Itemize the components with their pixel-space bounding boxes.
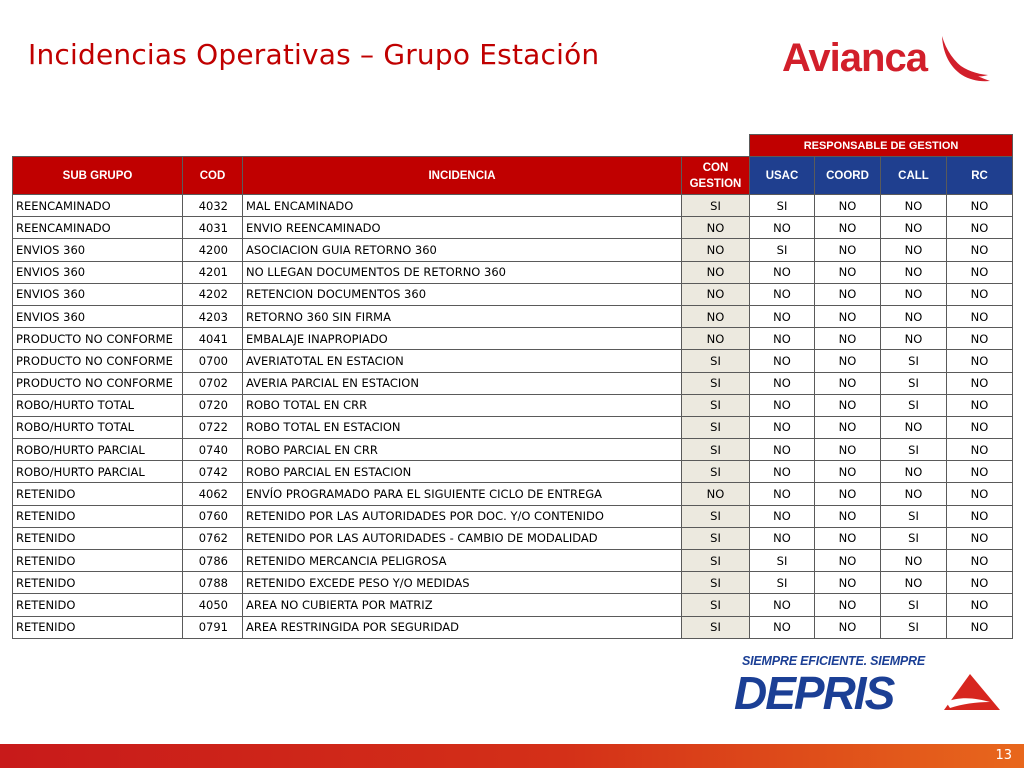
cell-usac: SI — [750, 572, 815, 594]
cell-rc: NO — [947, 239, 1013, 261]
cell-call: NO — [881, 283, 947, 305]
col-header-cod: COD — [183, 157, 243, 195]
cell-rc: NO — [947, 483, 1013, 505]
slide-title: Incidencias Operativas – Grupo Estación — [28, 38, 600, 71]
cell-cod: 0788 — [183, 572, 243, 594]
cell-call: NO — [881, 217, 947, 239]
cell-coord: NO — [815, 328, 881, 350]
cell-coord: NO — [815, 372, 881, 394]
table-row — [13, 394, 1013, 416]
cell-con-gestion: SI — [682, 350, 750, 372]
cell-call: NO — [881, 550, 947, 572]
cell-cod: 0700 — [183, 350, 243, 372]
depris-tagline: SIEMPRE EFICIENTE. SIEMPRE — [742, 654, 926, 668]
cell-sub-grupo: ENVIOS 360 — [13, 261, 183, 283]
col-header-con-gestion — [682, 157, 750, 195]
cell-cod: 0720 — [183, 394, 243, 416]
cell-con-gestion: SI — [682, 505, 750, 527]
cell-sub-grupo: RETENIDO — [13, 483, 183, 505]
cell-con-gestion: SI — [682, 527, 750, 549]
cell-call: SI — [881, 616, 947, 638]
cell-rc: NO — [947, 350, 1013, 372]
table-row — [13, 550, 1013, 572]
table-row — [13, 195, 1013, 217]
cell-usac: NO — [750, 328, 815, 350]
cell-con-gestion: NO — [682, 239, 750, 261]
cell-incidencia: ASOCIACION GUIA RETORNO 360 — [243, 239, 682, 261]
cell-rc: NO — [947, 217, 1013, 239]
cell-usac: NO — [750, 505, 815, 527]
cell-incidencia: ENVÍO PROGRAMADO PARA EL SIGUIENTE CICLO DE ENTREGA — [243, 483, 682, 505]
table-row — [13, 239, 1013, 261]
cell-usac: NO — [750, 461, 815, 483]
cell-rc: NO — [947, 416, 1013, 438]
cell-call: SI — [881, 350, 947, 372]
cell-cod: 4031 — [183, 217, 243, 239]
cell-cod: 4041 — [183, 328, 243, 350]
col-header-incidencia: INCIDENCIA — [243, 157, 682, 195]
cell-cod: 4032 — [183, 195, 243, 217]
cell-sub-grupo: ENVIOS 360 — [13, 305, 183, 327]
cell-cod: 0742 — [183, 461, 243, 483]
table-body — [13, 195, 1013, 639]
cell-incidencia: RETENIDO EXCEDE PESO Y/O MEDIDAS — [243, 572, 682, 594]
cell-usac: NO — [750, 217, 815, 239]
cell-con-gestion: NO — [682, 328, 750, 350]
cell-rc: NO — [947, 195, 1013, 217]
cell-coord: NO — [815, 416, 881, 438]
cell-con-gestion: SI — [682, 195, 750, 217]
cell-coord: NO — [815, 483, 881, 505]
table-row — [13, 305, 1013, 327]
col-header-coord: COORD — [815, 157, 881, 195]
cell-coord: NO — [815, 461, 881, 483]
table-row — [13, 439, 1013, 461]
cell-cod: 0760 — [183, 505, 243, 527]
table-row — [13, 372, 1013, 394]
cell-cod: 0791 — [183, 616, 243, 638]
cell-coord: NO — [815, 217, 881, 239]
cell-rc: NO — [947, 328, 1013, 350]
cell-usac: SI — [750, 239, 815, 261]
cell-rc: NO — [947, 527, 1013, 549]
avianca-logo-text: Avianca — [782, 36, 927, 80]
cell-call: NO — [881, 261, 947, 283]
cell-incidencia: NO LLEGAN DOCUMENTOS DE RETORNO 360 — [243, 261, 682, 283]
cell-incidencia: RETENIDO MERCANCIA PELIGROSA — [243, 550, 682, 572]
cell-sub-grupo: PRODUCTO NO CONFORME — [13, 372, 183, 394]
cell-cod: 0740 — [183, 439, 243, 461]
cell-con-gestion: SI — [682, 439, 750, 461]
table-row — [13, 572, 1013, 594]
cell-incidencia: ENVIO REENCAMINADO — [243, 217, 682, 239]
cell-con-gestion: SI — [682, 572, 750, 594]
cell-rc: NO — [947, 439, 1013, 461]
cell-usac: SI — [750, 195, 815, 217]
cell-con-gestion: SI — [682, 594, 750, 616]
cell-incidencia: ROBO PARCIAL EN CRR — [243, 439, 682, 461]
cell-call: NO — [881, 328, 947, 350]
table-row — [13, 350, 1013, 372]
table-row — [13, 283, 1013, 305]
cell-call: SI — [881, 372, 947, 394]
cell-rc: NO — [947, 550, 1013, 572]
cell-coord: NO — [815, 572, 881, 594]
table-row — [13, 594, 1013, 616]
cell-rc: NO — [947, 505, 1013, 527]
cell-sub-grupo: REENCAMINADO — [13, 217, 183, 239]
cell-sub-grupo: PRODUCTO NO CONFORME — [13, 328, 183, 350]
cell-call: SI — [881, 527, 947, 549]
cell-incidencia: RETENIDO POR LAS AUTORIDADES - CAMBIO DE MODALIDAD — [243, 527, 682, 549]
header-spacer — [13, 135, 750, 157]
cell-cod: 4050 — [183, 594, 243, 616]
cell-con-gestion: SI — [682, 550, 750, 572]
cell-incidencia: RETENCION DOCUMENTOS 360 — [243, 283, 682, 305]
cell-sub-grupo: ROBO/HURTO TOTAL — [13, 394, 183, 416]
cell-sub-grupo: REENCAMINADO — [13, 195, 183, 217]
cell-incidencia: ROBO TOTAL EN CRR — [243, 394, 682, 416]
cell-call: NO — [881, 195, 947, 217]
depris-triangle-icon — [942, 672, 1002, 712]
cell-sub-grupo: RETENIDO — [13, 616, 183, 638]
table-row — [13, 505, 1013, 527]
table-row — [13, 416, 1013, 438]
cell-call: SI — [881, 439, 947, 461]
cell-incidencia: ROBO TOTAL EN ESTACION — [243, 416, 682, 438]
cell-usac: NO — [750, 416, 815, 438]
avianca-logo — [782, 30, 992, 88]
cell-usac: NO — [750, 350, 815, 372]
cell-incidencia: EMBALAJE INAPROPIADO — [243, 328, 682, 350]
cell-con-gestion: SI — [682, 461, 750, 483]
cell-usac: NO — [750, 394, 815, 416]
cell-call: NO — [881, 305, 947, 327]
cell-call: SI — [881, 505, 947, 527]
cell-sub-grupo: PRODUCTO NO CONFORME — [13, 350, 183, 372]
cell-usac: NO — [750, 439, 815, 461]
cell-rc: NO — [947, 283, 1013, 305]
cell-coord: NO — [815, 261, 881, 283]
cell-cod: 4202 — [183, 283, 243, 305]
avianca-bird-icon — [936, 34, 992, 84]
cell-usac: SI — [750, 550, 815, 572]
cell-cod: 0762 — [183, 527, 243, 549]
cell-incidencia: ROBO PARCIAL EN ESTACION — [243, 461, 682, 483]
cell-rc: NO — [947, 305, 1013, 327]
cell-incidencia: AREA RESTRINGIDA POR SEGURIDAD — [243, 616, 682, 638]
cell-call: NO — [881, 572, 947, 594]
cell-sub-grupo: RETENIDO — [13, 550, 183, 572]
cell-call: NO — [881, 416, 947, 438]
col-header-sub-grupo: SUB GRUPO — [13, 157, 183, 195]
cell-rc: NO — [947, 572, 1013, 594]
cell-con-gestion: NO — [682, 305, 750, 327]
cell-call: NO — [881, 239, 947, 261]
cell-con-gestion: NO — [682, 283, 750, 305]
cell-incidencia: AVERIA PARCIAL EN ESTACION — [243, 372, 682, 394]
table-row — [13, 217, 1013, 239]
depris-logo-text: DEPRIS — [734, 667, 894, 719]
cell-incidencia: AVERIATOTAL EN ESTACION — [243, 350, 682, 372]
cell-coord: NO — [815, 594, 881, 616]
cell-cod: 0722 — [183, 416, 243, 438]
cell-call: NO — [881, 461, 947, 483]
incidencias-table — [12, 134, 1013, 639]
cell-usac: NO — [750, 483, 815, 505]
depris-logo — [734, 654, 1004, 718]
col-header-con-gestion-line2: GESTION — [689, 177, 742, 190]
cell-sub-grupo: RETENIDO — [13, 594, 183, 616]
cell-coord: NO — [815, 616, 881, 638]
cell-incidencia: MAL ENCAMINADO — [243, 195, 682, 217]
cell-call: SI — [881, 594, 947, 616]
cell-cod: 0786 — [183, 550, 243, 572]
col-header-rc: RC — [947, 157, 1013, 195]
cell-con-gestion: SI — [682, 394, 750, 416]
table-row — [13, 328, 1013, 350]
col-header-usac: USAC — [750, 157, 815, 195]
cell-sub-grupo: RETENIDO — [13, 527, 183, 549]
cell-rc: NO — [947, 616, 1013, 638]
cell-sub-grupo: RETENIDO — [13, 572, 183, 594]
cell-sub-grupo: ROBO/HURTO TOTAL — [13, 416, 183, 438]
cell-rc: NO — [947, 461, 1013, 483]
cell-sub-grupo: ENVIOS 360 — [13, 283, 183, 305]
cell-coord: NO — [815, 305, 881, 327]
cell-sub-grupo: ROBO/HURTO PARCIAL — [13, 461, 183, 483]
cell-rc: NO — [947, 594, 1013, 616]
cell-rc: NO — [947, 372, 1013, 394]
cell-usac: NO — [750, 305, 815, 327]
cell-incidencia: RETORNO 360 SIN FIRMA — [243, 305, 682, 327]
page-number: 13 — [995, 748, 1012, 763]
cell-coord: NO — [815, 505, 881, 527]
cell-rc: NO — [947, 394, 1013, 416]
cell-sub-grupo: ROBO/HURTO PARCIAL — [13, 439, 183, 461]
cell-call: NO — [881, 483, 947, 505]
cell-usac: NO — [750, 261, 815, 283]
col-header-con-gestion-line1: CON — [702, 161, 729, 174]
cell-cod: 4200 — [183, 239, 243, 261]
table-row — [13, 616, 1013, 638]
cell-cod: 0702 — [183, 372, 243, 394]
table-row — [13, 461, 1013, 483]
cell-coord: NO — [815, 394, 881, 416]
cell-sub-grupo: ENVIOS 360 — [13, 239, 183, 261]
cell-rc: NO — [947, 261, 1013, 283]
cell-usac: NO — [750, 283, 815, 305]
cell-coord: NO — [815, 527, 881, 549]
cell-con-gestion: NO — [682, 217, 750, 239]
cell-coord: NO — [815, 239, 881, 261]
cell-incidencia: AREA NO CUBIERTA POR MATRIZ — [243, 594, 682, 616]
footer-bar — [0, 744, 1024, 768]
responsable-group-header: RESPONSABLE DE GESTION — [750, 135, 1013, 157]
table-row — [13, 261, 1013, 283]
cell-coord: NO — [815, 550, 881, 572]
col-header-call: CALL — [881, 157, 947, 195]
cell-coord: NO — [815, 195, 881, 217]
cell-coord: NO — [815, 283, 881, 305]
cell-call: SI — [881, 394, 947, 416]
cell-usac: NO — [750, 372, 815, 394]
cell-con-gestion: SI — [682, 372, 750, 394]
cell-sub-grupo: RETENIDO — [13, 505, 183, 527]
table-row — [13, 483, 1013, 505]
table-row — [13, 527, 1013, 549]
cell-cod: 4203 — [183, 305, 243, 327]
cell-con-gestion: NO — [682, 261, 750, 283]
cell-cod: 4062 — [183, 483, 243, 505]
cell-coord: NO — [815, 439, 881, 461]
cell-con-gestion: SI — [682, 616, 750, 638]
cell-con-gestion: NO — [682, 483, 750, 505]
cell-con-gestion: SI — [682, 416, 750, 438]
cell-usac: NO — [750, 594, 815, 616]
cell-usac: NO — [750, 527, 815, 549]
cell-coord: NO — [815, 350, 881, 372]
cell-cod: 4201 — [183, 261, 243, 283]
cell-incidencia: RETENIDO POR LAS AUTORIDADES POR DOC. Y/O CONTENIDO — [243, 505, 682, 527]
cell-usac: NO — [750, 616, 815, 638]
